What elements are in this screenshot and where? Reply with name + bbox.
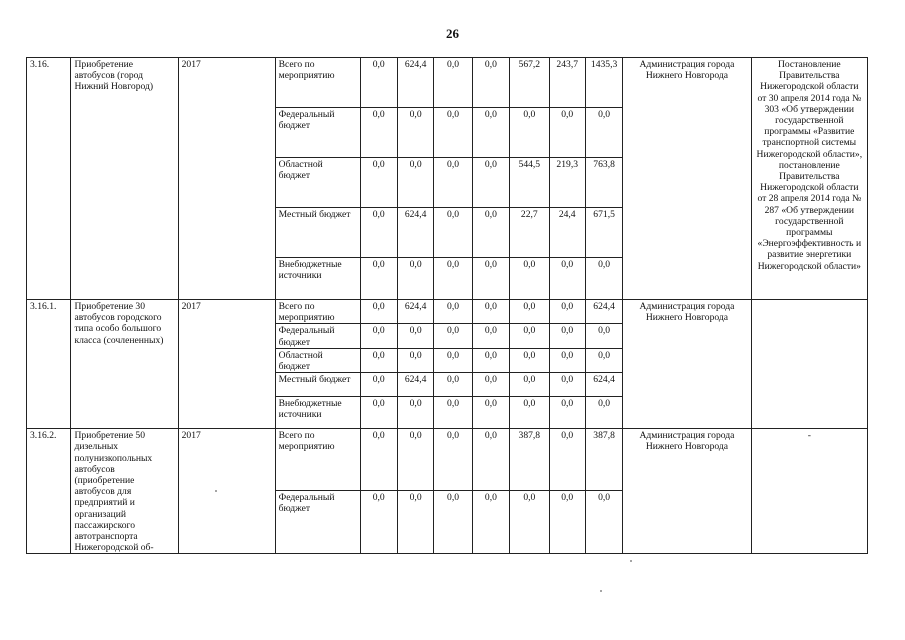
amount-cell: 0,0 xyxy=(549,397,585,429)
amount-cell: 0,0 xyxy=(472,373,509,397)
funding-source-label: Областной бюджет xyxy=(275,158,360,208)
funding-source-label: Местный бюджет xyxy=(275,208,360,258)
funding-source-label: Местный бюджет xyxy=(275,373,360,397)
table-row xyxy=(27,58,868,108)
amount-cell: 0,0 xyxy=(585,490,622,554)
amount-cell: 0,0 xyxy=(434,397,472,429)
amount-cell: 22,7 xyxy=(510,208,549,258)
funding-source-label: Всего по мероприятию xyxy=(275,429,360,491)
item-name: Приобретение 30 автобусов городского типа особо большого класса (сочлененных) xyxy=(71,300,178,429)
amount-cell: 0,0 xyxy=(585,108,622,158)
amount-cell: 0,0 xyxy=(360,300,397,324)
item-year: 2017 xyxy=(178,58,275,300)
amount-cell: 763,8 xyxy=(585,158,622,208)
amount-cell: 1435,3 xyxy=(585,58,622,108)
amount-cell: 219,3 xyxy=(549,158,585,208)
funding-source-label: Всего по мероприятию xyxy=(275,58,360,108)
item-year: 2017 xyxy=(178,429,275,554)
funding-source-label: Внебюджетные источники xyxy=(275,397,360,429)
amount-cell: 0,0 xyxy=(472,58,509,108)
item-number: 3.16.1. xyxy=(27,300,71,429)
amount-cell: 0,0 xyxy=(360,58,397,108)
amount-cell: 0,0 xyxy=(472,158,509,208)
amount-cell: 0,0 xyxy=(472,208,509,258)
amount-cell: 0,0 xyxy=(510,300,549,324)
item-name: Приобретение автобусов (город Нижний Новгород) xyxy=(71,58,178,300)
amount-cell: 0,0 xyxy=(510,490,549,554)
amount-cell: 0,0 xyxy=(397,397,433,429)
amount-cell: 0,0 xyxy=(472,324,509,348)
amount-cell: 0,0 xyxy=(510,324,549,348)
amount-cell: 0,0 xyxy=(585,348,622,372)
item-year: 2017 xyxy=(178,300,275,429)
amount-cell: 0,0 xyxy=(434,348,472,372)
funding-source-label: Внебюджетные источники xyxy=(275,258,360,300)
amount-cell: 0,0 xyxy=(472,397,509,429)
amount-cell: 387,8 xyxy=(510,429,549,491)
item-name: Приобретение 50 дизельных полунизкопольных автобусов (приобретение автобусов для предприятий и организаций пассажирского автотранспорта Нижегородской об- xyxy=(71,429,178,554)
amount-cell: 0,0 xyxy=(472,490,509,554)
amount-cell: 0,0 xyxy=(549,300,585,324)
legal-basis: Постановление Правительства Нижегородской области от 30 апреля 2014 года № 303 «Об утверждении государственной программы «Развитие транспортной системы Нижегородской области», постановление Правительства Нижегородской области от 28 апреля 2014 года № 287 «Об утверждении государственной программы «Энергоэффективность и развитие энергетики Нижегородской области» xyxy=(751,58,867,300)
amount-cell: 0,0 xyxy=(434,490,472,554)
amount-cell: 0,0 xyxy=(510,258,549,300)
amount-cell: 624,4 xyxy=(585,373,622,397)
amount-cell: 0,0 xyxy=(434,300,472,324)
item-number: 3.16.2. xyxy=(27,429,71,554)
amount-cell: 0,0 xyxy=(397,258,433,300)
executor: Администрация города Нижнего Новгорода xyxy=(623,429,751,554)
table-row xyxy=(27,300,868,324)
amount-cell: 0,0 xyxy=(360,490,397,554)
legal-basis xyxy=(751,300,867,429)
legal-basis: - xyxy=(751,429,867,554)
amount-cell: 0,0 xyxy=(585,324,622,348)
amount-cell: 0,0 xyxy=(434,429,472,491)
executor: Администрация города Нижнего Новгорода xyxy=(623,58,751,300)
amount-cell: 0,0 xyxy=(585,258,622,300)
amount-cell: 0,0 xyxy=(360,397,397,429)
scan-speck xyxy=(215,490,217,492)
amount-cell: 0,0 xyxy=(434,258,472,300)
amount-cell: 0,0 xyxy=(549,348,585,372)
funding-source-label: Областной бюджет xyxy=(275,348,360,372)
amount-cell: 0,0 xyxy=(549,108,585,158)
amount-cell: 0,0 xyxy=(397,108,433,158)
amount-cell: 0,0 xyxy=(434,208,472,258)
amount-cell: 0,0 xyxy=(434,158,472,208)
scan-speck xyxy=(630,560,632,562)
amount-cell: 0,0 xyxy=(397,429,433,491)
amount-cell: 0,0 xyxy=(549,258,585,300)
amount-cell: 0,0 xyxy=(434,324,472,348)
amount-cell: 0,0 xyxy=(472,258,509,300)
amount-cell: 24,4 xyxy=(549,208,585,258)
amount-cell: 624,4 xyxy=(397,208,433,258)
amount-cell: 0,0 xyxy=(360,158,397,208)
amount-cell: 0,0 xyxy=(397,324,433,348)
funding-source-label: Всего по мероприятию xyxy=(275,300,360,324)
amount-cell: 0,0 xyxy=(397,490,433,554)
amount-cell: 0,0 xyxy=(360,348,397,372)
amount-cell: 624,4 xyxy=(397,58,433,108)
amount-cell: 0,0 xyxy=(472,348,509,372)
page-number: 26 xyxy=(446,26,459,41)
funding-source-label: Федеральный бюджет xyxy=(275,490,360,554)
amount-cell: 0,0 xyxy=(360,429,397,491)
amount-cell: 387,8 xyxy=(585,429,622,491)
amount-cell: 0,0 xyxy=(510,108,549,158)
amount-cell: 671,5 xyxy=(585,208,622,258)
amount-cell: 0,0 xyxy=(360,108,397,158)
amount-cell: 0,0 xyxy=(510,373,549,397)
amount-cell: 0,0 xyxy=(472,108,509,158)
amount-cell: 0,0 xyxy=(549,429,585,491)
amount-cell: 0,0 xyxy=(397,348,433,372)
amount-cell: 0,0 xyxy=(434,373,472,397)
amount-cell: 0,0 xyxy=(549,324,585,348)
amount-cell: 0,0 xyxy=(397,158,433,208)
amount-cell: 0,0 xyxy=(472,429,509,491)
amount-cell: 0,0 xyxy=(434,108,472,158)
amount-cell: 0,0 xyxy=(510,348,549,372)
amount-cell: 624,4 xyxy=(397,300,433,324)
item-number: 3.16. xyxy=(27,58,71,300)
table-row xyxy=(27,429,868,491)
funding-source-label: Федеральный бюджет xyxy=(275,108,360,158)
executor: Администрация города Нижнего Новгорода xyxy=(623,300,751,429)
amount-cell: 0,0 xyxy=(472,300,509,324)
amount-cell: 0,0 xyxy=(360,258,397,300)
amount-cell: 0,0 xyxy=(360,324,397,348)
amount-cell: 544,5 xyxy=(510,158,549,208)
scan-speck xyxy=(600,590,602,592)
amount-cell: 0,0 xyxy=(549,490,585,554)
amount-cell: 0,0 xyxy=(360,208,397,258)
budget-table xyxy=(26,57,868,554)
amount-cell: 0,0 xyxy=(510,397,549,429)
funding-source-label: Федеральный бюджет xyxy=(275,324,360,348)
amount-cell: 0,0 xyxy=(585,397,622,429)
amount-cell: 0,0 xyxy=(434,58,472,108)
amount-cell: 624,4 xyxy=(585,300,622,324)
amount-cell: 567,2 xyxy=(510,58,549,108)
amount-cell: 0,0 xyxy=(360,373,397,397)
amount-cell: 0,0 xyxy=(549,373,585,397)
amount-cell: 624,4 xyxy=(397,373,433,397)
amount-cell: 243,7 xyxy=(549,58,585,108)
